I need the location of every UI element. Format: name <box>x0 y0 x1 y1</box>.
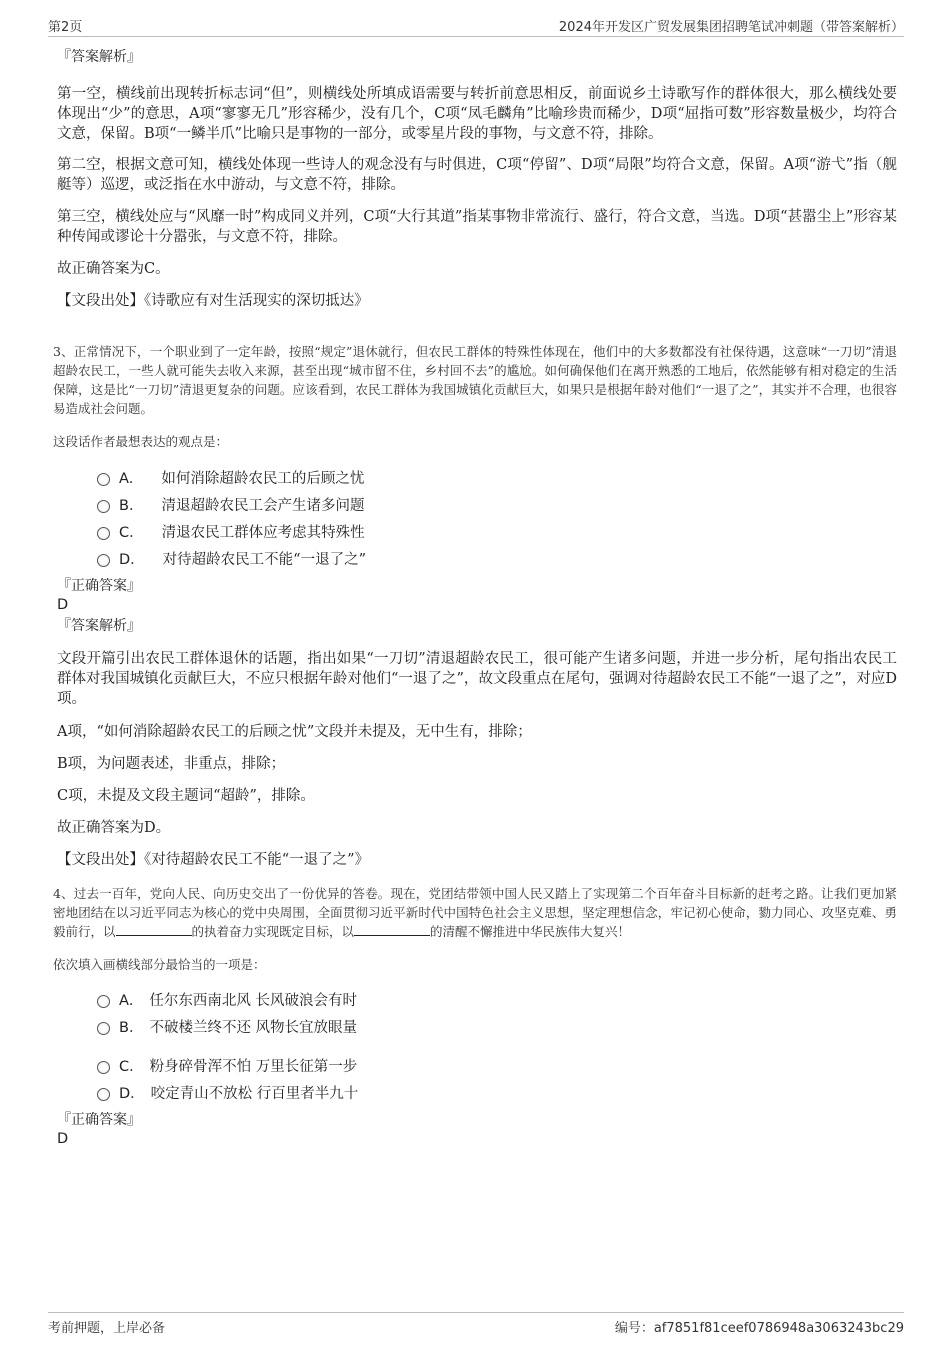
analysis-label: 『答案解析』 <box>57 49 141 65</box>
analysis-paragraph: 文段开篇引出农民工群体退休的话题，指出如果“一刀切”清退超龄农民工，很可能产生诸多问题，并进一步分析，尾句指出农民工群体对我国城镇化贡献巨大，不应只根据年龄对他们“一退了之”，故文段重点在尾句，强调对待超龄农民工不能“一退了之”，对应D项。 <box>57 651 897 707</box>
fill-blank-1 <box>116 923 192 936</box>
footer-slogan: 考前押题，上岸必备 <box>48 1321 166 1336</box>
radio-icon[interactable] <box>97 500 110 513</box>
question-number: 4、 <box>53 886 74 901</box>
analysis-paragraph: 第二空，根据文意可知，横线处体现一些诗人的观念没有与时俱进，C项“停留”、D项“局限”均符合文意，保留。A项“游弋”指（舰艇等）巡逻，或泛指在水中游动，与文意不符，排除。 <box>57 157 897 193</box>
correct-answer: D <box>57 597 69 613</box>
answer-label: 『正确答案』 <box>57 1112 141 1128</box>
fill-blank-2 <box>354 923 430 936</box>
document-title: 2024年开发区广贸发展集团招聘笔试冲刺题（带答案解析） <box>558 20 904 35</box>
option-d[interactable]: D． 咬定青山不放松 行百里者半九十 <box>97 1079 897 1106</box>
radio-icon[interactable] <box>97 1061 110 1074</box>
option-c[interactable]: C． 粉身碎骨浑不怕 万里长征第一步 <box>97 1052 897 1079</box>
page-number: 第2页 <box>48 20 83 35</box>
conclusion: 故正确答案为D。 <box>57 820 171 836</box>
radio-icon[interactable] <box>97 1088 110 1101</box>
radio-icon[interactable] <box>97 527 110 540</box>
radio-icon[interactable] <box>97 473 110 486</box>
main-content <box>53 44 897 1148</box>
option-c[interactable]: C． 清退农民工群体应考虑其特殊性 <box>97 518 897 545</box>
analysis-paragraph: C项，未提及文段主题词“超龄”，排除。 <box>57 788 315 804</box>
source-citation: 【文段出处】《对待超龄农民工不能“一退了之”》 <box>57 852 370 868</box>
analysis-paragraph: B项，为问题表述，非重点，排除； <box>57 756 286 772</box>
question-3 <box>53 342 897 870</box>
option-d[interactable]: D． 对待超龄农民工不能“一退了之” <box>97 545 897 572</box>
question-prompt: 这段话作者最想表达的观点是： <box>53 434 229 449</box>
analysis-paragraph: A项，“如何消除超龄农民工的后顾之忧”文段并未提及，无中生有，排除； <box>57 724 532 740</box>
analysis-label: 『答案解析』 <box>57 618 141 634</box>
question-stem: 4、过去一百年，党向人民、向历史交出了一份优异的答卷。现在，党团结带领中国人民又踏上了实现第二个百年奋斗目标新的赶考之路。让我们更加紧密地团结在以习近平同志为核心的党中央周围，全面贯彻习近平新时代中国特色社会主义思想，坚定理想信念，牢记初心使命，勠力同心、攻坚克难、勇毅前行，以 的执着奋力实现既定目标，以 的清醒不懈推进中华民族伟大复兴！ <box>53 886 897 939</box>
options-list <box>57 464 897 572</box>
page-header <box>48 14 904 37</box>
page-footer <box>48 1312 904 1335</box>
question-prompt: 依次填入画横线部分最恰当的一项是： <box>53 957 266 972</box>
option-b[interactable]: B． 清退超龄农民工会产生诸多问题 <box>97 491 897 518</box>
analysis-paragraph: 第三空，横线处应与“风靡一时”构成同义并列，C项“大行其道”指某事物非常流行、盛行，符合文意，当选。D项“甚嚣尘上”形容某种传闻或谬论十分嚣张，与文意不符，排除。 <box>57 209 897 245</box>
question-number: 3、 <box>53 344 74 359</box>
option-a[interactable]: A． 如何消除超龄农民工的后顾之忧 <box>97 464 897 491</box>
correct-answer: D <box>57 1131 69 1147</box>
radio-icon[interactable] <box>97 554 110 567</box>
option-a[interactable]: A． 任尔东西南北风 长风破浪会有时 <box>97 986 897 1013</box>
conclusion: 故正确答案为C。 <box>57 261 170 277</box>
radio-icon[interactable] <box>97 1022 110 1035</box>
question-2-analysis <box>57 47 897 311</box>
question-4 <box>53 884 897 1148</box>
option-b[interactable]: B． 不破楼兰终不还 风物长宜放眼量 <box>97 1013 897 1040</box>
radio-icon[interactable] <box>97 995 110 1008</box>
source-citation: 【文段出处】《诗歌应有对生活现实的深切抵达》 <box>57 293 369 309</box>
answer-label: 『正确答案』 <box>57 578 141 594</box>
analysis-paragraph: 第一空，横线前出现转折标志词“但”，则横线处所填成语需要与转折前意思相反，前面说乡土诗歌写作的群体很大，那么横线处要体现出“少”的意思，A项“寥寥无几”形容稀少，没有几个，C项“凤毛麟角”比喻珍贵而稀少，D项“屈指可数”形容数量极少，均符合文意，保留。B项“一鳞半爪”比喻只是事物的一部分，或零星片段的事物，与文意不符，排除。 <box>57 86 897 142</box>
options-list <box>57 986 897 1106</box>
question-stem: 3、正常情况下，一个职业到了一定年龄，按照“规定”退休就行，但农民工群体的特殊性体现在，他们中的大多数都没有社保待遇，这意味“一刀切”清退超龄农民工，一些人就可能失去收入来源，甚至出现“城市留不住，乡村回不去”的尴尬。如何确保他们在离开熟悉的工地后，依然能够有相对稳定的生活保障，这是比“一刀切”清退更复杂的问题。应该看到，农民工群体为我国城镇化贡献巨大，如果只是根据年龄对他们“一退了之”，其实并不合理，也很容易造成社会问题。 <box>53 344 897 416</box>
document-code: 编号：af7851f81ceef0786948a3063243bc29 <box>614 1321 904 1336</box>
